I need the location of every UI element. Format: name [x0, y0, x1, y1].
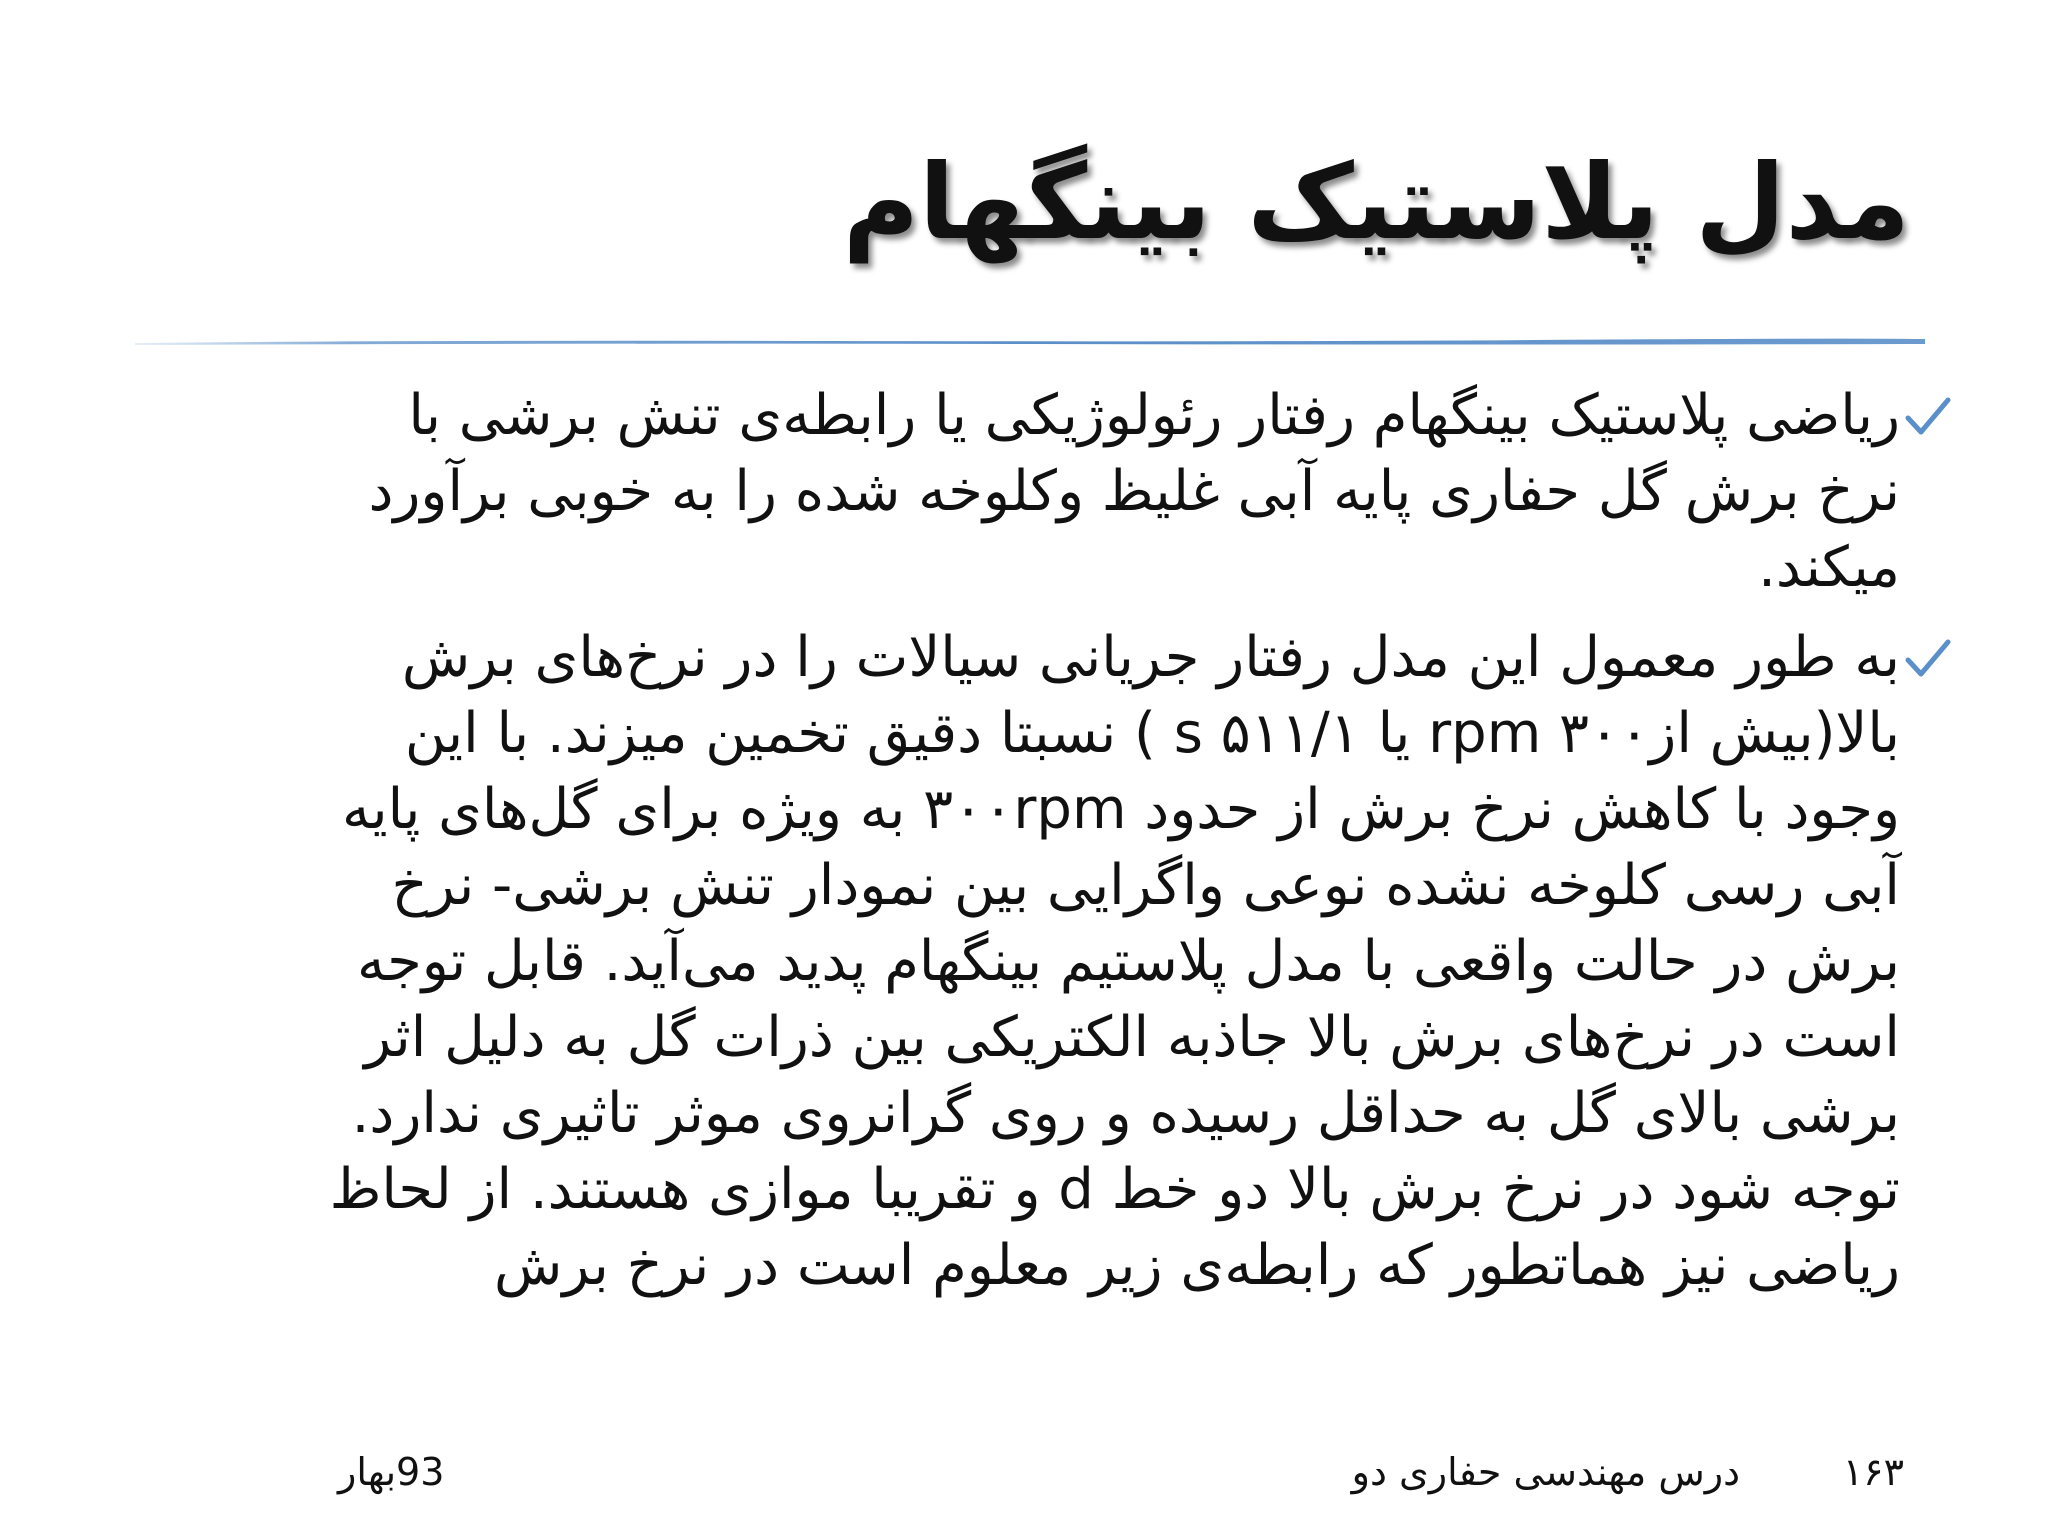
checkmark-icon [1904, 638, 1952, 682]
bullet-text-line: برش در حالت واقعی با مدل پلاستیم بینگهام پدید می‌آید. قابل توجه [357, 929, 1900, 994]
bullet-text-line: به طور معمول این مدل رفتار جریانی سیالات را در نرخ‌های برش [401, 625, 1900, 690]
bullet-text-line: ریاضی نیز هماتطور که رابطه‌ی زیر معلوم است در نرخ برش [493, 1233, 1900, 1298]
bullet-text-line: میکند. [1758, 535, 1900, 600]
bullet-item [152, 378, 1952, 606]
title-divider [135, 336, 1925, 348]
bullet-text-line: برشی بالای گل به حداقل رسیده و روی گرانروی موثر تاثیری ندارد. [351, 1081, 1900, 1146]
slide-title: مدل پلاستیک بینگهام [842, 141, 1910, 263]
bullet-text-line: بالا(بیش ازrpm ۳۰۰ یا ۱/s ۵۱۱ ) نسبتا دقیق تخمین میزند. با این [404, 701, 1900, 766]
bullet-text-line: نرخ برش گل حفاری پایه آبی غلیظ وکلوخه شده را به خوبی برآورد [368, 459, 1900, 524]
bullet-item [152, 620, 1952, 1304]
footer-page-number: ۱۶۳ [1842, 1450, 1904, 1494]
bullet-text-line: وجود با کاهش نرخ برش از حدود ۳۰۰rpm به ویژه برای گل‌های پایه [342, 777, 1900, 842]
bullet-text-line: ریاضی پلاستیک بینگهام رفتار رئولوژیکی یا رابطه‌ی تنش برشی با [408, 383, 1900, 448]
footer-course-name: درس مهندسی حفاری دو [1351, 1450, 1740, 1494]
bullet-text-line: است در نرخ‌های برش بالا جاذبه الکتریکی بین ذرات گل به دلیل اثر [364, 1005, 1900, 1070]
footer-term: 93بهار [338, 1450, 445, 1494]
slide-content [152, 378, 1952, 1318]
checkmark-icon [1904, 396, 1952, 440]
bullet-text-line: توجه شود در نرخ برش بالا دو خط d و تقریبا موازی هستند. از لحاظ [329, 1157, 1900, 1222]
bullet-text-line: آبی رسی کلوخه نشده نوعی واگرایی بین نمودار تنش برشی- نرخ [391, 853, 1900, 918]
